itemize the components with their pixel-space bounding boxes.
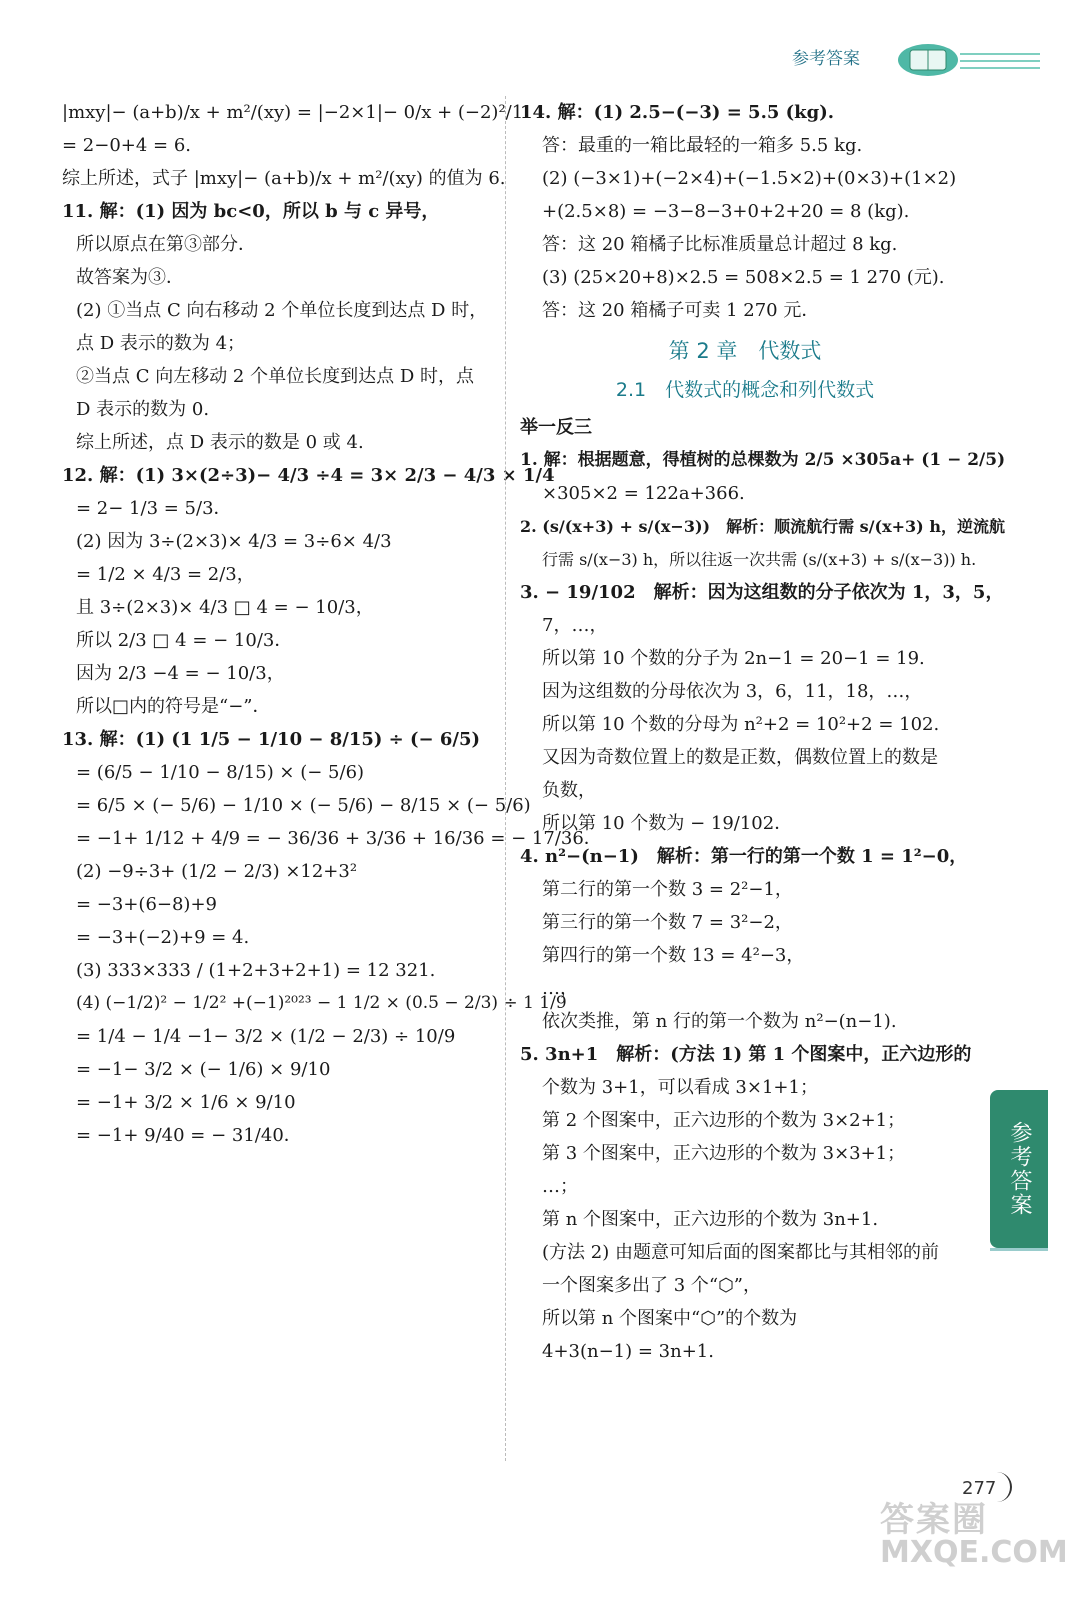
answer-line: 第四行的第一个数 13 = 4²−3， xyxy=(542,945,805,966)
answer-line: 答：这 20 箱橘子比标准质量总计超过 8 kg. xyxy=(542,234,898,255)
answer-line: 答：这 20 箱橘子可卖 1 270 元． xyxy=(542,300,820,321)
page-number-arc xyxy=(996,1472,1012,1502)
subsection-title: 举一反三 xyxy=(520,417,592,438)
answer-line: = (6/5 − 1/10 − 8/15) × (− 5/6) xyxy=(76,762,365,783)
answer-line: 综上所述，式子 |mxy|− (a+b)/x + m²/(xy) 的值为 6. xyxy=(62,168,506,189)
answer-line: = −1+ 9/40 = − 31/40． xyxy=(76,1125,302,1146)
answer-line: 11. 解：(1) 因为 bc<0，所以 b 与 c 异号， xyxy=(62,201,440,222)
column-divider xyxy=(505,96,506,1461)
answer-line: 所以第 10 个数的分子为 2n−1 = 20−1 = 19. xyxy=(542,648,925,669)
watermark-url: MXQE.COM xyxy=(880,1535,1068,1570)
answer-line: (2) ①当点 C 向右移动 2 个单位长度到达点 D 时， xyxy=(76,300,488,321)
answer-line: = 2−0+4 = 6. xyxy=(62,135,192,156)
answer-line: 故答案为③． xyxy=(76,267,184,288)
answer-line: …， xyxy=(542,978,578,999)
page-number: 277 xyxy=(962,1478,997,1499)
answer-line: 13. 解：(1) (1 1/5 − 1/10 − 8/15) ÷ (− 6/5) xyxy=(62,729,480,750)
page-header-title: 参考答案 xyxy=(792,49,860,69)
answer-line: = −3+(−2)+9 = 4. xyxy=(76,927,250,948)
answer-line: = 2− 1/3 = 5/3． xyxy=(76,498,232,519)
answer-line: 1. 解：根据题意，得植树的总棵数为 2/5 ×305a+ (1 − 2/5) xyxy=(520,450,1006,470)
answer-line: 综上所述，点 D 表示的数是 0 或 4. xyxy=(76,432,364,453)
answer-line: (方法 2) 由题意可知后面的图案都比与其相邻的前 xyxy=(542,1242,939,1263)
answer-line: 4. n²−(n−1) 解析：第一行的第一个数 1 = 1²−0， xyxy=(520,846,968,867)
chapter-title: 第 2 章 代数式 xyxy=(668,339,822,363)
answer-line: = 1/2 × 4/3 = 2/3， xyxy=(76,564,255,585)
answer-line: D 表示的数为 0. xyxy=(76,399,210,420)
answer-line: = −1+ 1/12 + 4/9 = − 36/36 + 3/36 + 16/36 = − 17/36． xyxy=(76,828,602,849)
answer-line: 行需 s/(x−3) h，所以往返一次共需 (s/(x+3) + s/(x−3)) h. xyxy=(542,550,977,569)
answer-line: 第二行的第一个数 3 = 2²−1， xyxy=(542,879,793,900)
answer-line: …； xyxy=(542,1176,578,1197)
watermark-logo: 答案圈 xyxy=(880,1500,988,1540)
answer-line: 所以第 10 个数为 − 19/102． xyxy=(542,813,793,834)
answer-line: 因为 2/3 −4 = − 10/3， xyxy=(76,663,285,684)
answer-line: 个数为 3+1，可以看成 3×1+1； xyxy=(542,1077,818,1098)
answer-line: (4) (−1/2)² − 1/2² +(−1)²⁰²³ − 1 1/2 × (0.5 − 2/3) ÷ 1 1/9 xyxy=(76,993,567,1013)
answer-line: = −1+ 3/2 × 1/6 × 9/10 xyxy=(76,1092,296,1113)
answer-line: 一个图案多出了 3 个“⬡”， xyxy=(542,1275,762,1296)
answer-line: ×305×2 = 122a+366. xyxy=(542,483,745,504)
answer-line: 第 n 个图案中，正六边形的个数为 3n+1. xyxy=(542,1209,879,1230)
answer-line: 7，…， xyxy=(542,615,608,636)
answer-line: = 6/5 × (− 5/6) − 1/10 × (− 5/6) − 8/15 × (− 5/6) xyxy=(76,795,531,816)
answer-line: = 1/4 − 1/4 −1− 3/2 × (1/2 − 2/3) ÷ 10/9 xyxy=(76,1026,456,1047)
answer-line: 且 3÷(2×3)× 4/3 □ 4 = − 10/3， xyxy=(76,597,374,618)
answer-line: 点 D 表示的数为 4； xyxy=(76,333,246,354)
right-column xyxy=(520,96,1006,1368)
answer-line: (3) (25×20+8)×2.5 = 508×2.5 = 1 270 (元). xyxy=(542,267,945,288)
side-tab-answers: 参考答案 xyxy=(990,1090,1048,1248)
answer-line: 所以第 10 个数的分母为 n²+2 = 10²+2 = 102. xyxy=(542,714,940,735)
answer-line: 所以原点在第③部分． xyxy=(76,234,256,255)
answer-line: 所以 2/3 □ 4 = − 10/3． xyxy=(76,630,293,651)
answer-line: 第 2 个图案中，正六边形的个数为 3×2+1； xyxy=(542,1110,906,1131)
answer-line: = −3+(6−8)+9 xyxy=(76,894,217,915)
answer-line: ②当点 C 向左移动 2 个单位长度到达点 D 时，点 xyxy=(76,366,474,387)
answer-line: 第 3 个图案中，正六边形的个数为 3×3+1； xyxy=(542,1143,906,1164)
side-tab-underline xyxy=(990,1248,1048,1251)
answer-line: 负数， xyxy=(542,780,596,801)
header-book-logo xyxy=(890,34,1050,82)
answer-line: 5. 3n+1 解析：(方法 1) 第 1 个图案中，正六边形的 xyxy=(520,1044,972,1065)
answer-line: +(2.5×8) = −3−8−3+0+2+20 = 8 (kg). xyxy=(542,201,910,222)
answer-line: 第三行的第一个数 7 = 3²−2， xyxy=(542,912,793,933)
answer-line: 12. 解：(1) 3×(2÷3)− 4/3 ÷4 = 3× 2/3 − 4/3 × 1/4 xyxy=(62,465,555,486)
section-title: 2.1 代数式的概念和列代数式 xyxy=(615,379,875,401)
answer-line: 所以第 n 个图案中“⬡”的个数为 xyxy=(542,1308,798,1329)
answer-line: (2) −9÷3+ (1/2 − 2/3) ×12+3² xyxy=(76,861,358,882)
answer-line: 所以□内的符号是“−”． xyxy=(76,696,271,717)
answer-line: 4+3(n−1) = 3n+1. xyxy=(542,1341,714,1362)
answer-line: 又因为奇数位置上的数是正数，偶数位置上的数是 xyxy=(542,747,938,768)
answer-line: 答：最重的一箱比最轻的一箱多 5.5 kg. xyxy=(542,135,863,156)
answer-line: 3. − 19/102 解析：因为这组数的分子依次为 1，3，5， xyxy=(520,582,1004,603)
answer-line: 依次类推，第 n 行的第一个数为 n²−(n−1). xyxy=(542,1011,897,1032)
answer-line: 2. (s/(x+3) + s/(x−3)) 解析：顺流航行需 s/(x+3) h，逆流航 xyxy=(520,517,1005,536)
answer-line: |mxy|− (a+b)/x + m²/(xy) = |−2×1|− 0/x + (−2)²/1 xyxy=(62,102,524,123)
answer-line: (3) 333×333 / (1+2+3+2+1) = 12 321. xyxy=(76,960,436,981)
answer-line: 因为这组数的分母依次为 3，6，11，18，…， xyxy=(542,681,923,702)
answer-line: 14. 解：(1) 2.5−(−3) = 5.5 (kg). xyxy=(520,102,834,123)
answer-line: (2) (−3×1)+(−2×4)+(−1.5×2)+(0×3)+(1×2) xyxy=(542,168,957,189)
answer-line: (2) 因为 3÷(2×3)× 4/3 = 3÷6× 4/3 xyxy=(76,531,392,552)
answer-line: = −1− 3/2 × (− 1/6) × 9/10 xyxy=(76,1059,331,1080)
